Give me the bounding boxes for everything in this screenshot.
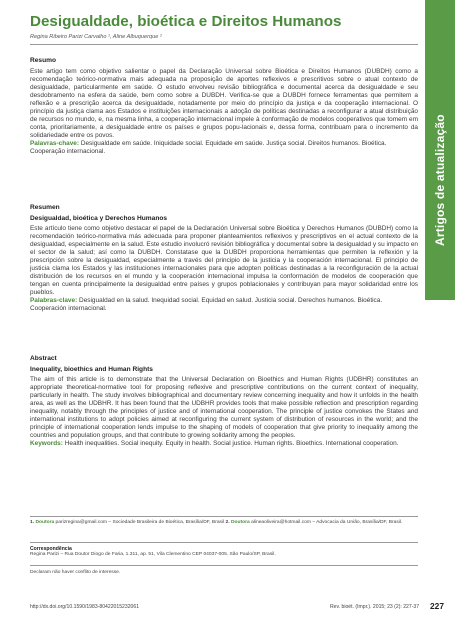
conflict-divider — [30, 565, 418, 566]
abstract-keywords — [30, 440, 418, 448]
note-1-text: parizregina@gmail.com – Sociedade Brasileira de Bioética, Brasília/DF, Brasil — [54, 520, 225, 525]
correspondence-divider — [30, 542, 418, 543]
resumo-keywords — [30, 140, 418, 156]
abstract-keywords-label: Keywords: — [30, 439, 63, 447]
resumen-keywords — [30, 297, 418, 313]
abstract-body: The aim of this article is to demonstrate that the Universal Declaration on Bioethics and Human Rights (UDBHR) constitutes an appropriate theoretical-normative tool for proposing reflexive and prescriptive contributions on the current context of inequality, particularly in health. The study involves bibliographical and documentary review concerning inequality and how it unfolds in the health area, as well as the UDBHR. It has been found that the UDBHR provides tools that make possible reflection and prescription regarding inequality, notably through the principles of justice and of international cooperation. The principle of justice convokes the States and international institutions to adopt policies aimed at reconfiguring the current system of distribution of resources in the world; and the principle of international cooperation lends impulse to the shaping of models of cooperation that give priority to inequality among the countries and population groups, and that contribute to growing solidarity among the peoples. — [30, 376, 418, 439]
title-divider — [30, 44, 418, 45]
conflict-statement: Declaram não haver conflito de interesse. — [30, 570, 121, 575]
note-2-degree: Doutora — [230, 520, 250, 525]
resumen-keywords-label: Palabras-clave: — [30, 296, 78, 304]
resumen-heading: Resumen — [30, 204, 60, 211]
resumo-keywords-label: Palavras-chave: — [30, 139, 80, 147]
resumo-keywords-text: Desigualdade em saúde. Iniquidade social. Equidade em saúde. Justiça social. Direitos humanos. Bioética. Cooperação internacional. — [30, 139, 387, 155]
correspondence-heading: Correspondência — [30, 546, 72, 552]
resumen-body: Este artículo tiene como objetivo destacar el papel de la Declaración Universal sobre Bioética y Derechos Humanos (DUBDH) como la recomendación teórico-normativa más adecuada para proponer planteamientos reflexivos y prescriptivos en el actual contexto de la desigualdad, especialmente en la salud. Este estudio involucró revisión bibliográfica y documental sobre la desigualdad y su impacto en el sector de la salud; así como la DUBDH. Constatase que la DUBDH proporciona herramientas que permiten la reflexión y la prescripción sobre la desigualdad, especialmente a través del principio de la justicia y la cooperación internacional. El principio de justicia clama los Estados y las instituciones internacionales para que adopten políticas destinadas a la reconfiguración de la actual distribución de los recursos en el mundo y la cooperación internacional impulsa la conformación de modelos de cooperación que tengan en cuenta principalmente la desigualdad entre países y grupos poblacionales y contribuyan para mayor solidaridad entre los pueblos. — [30, 225, 418, 296]
note-2-number: 2. — [225, 520, 230, 525]
resumen-section — [30, 204, 418, 312]
doi-link[interactable]: http://dx.doi.org/10.1590/1983-80422015232061 — [30, 604, 140, 610]
article-title: Desigualdade, bioética e Direitos Humanos — [30, 13, 342, 30]
abstract-heading: Abstract — [30, 355, 57, 362]
note-2-text: alineaoliveira@hotmail.com – Advocacia da União, Brasília/DF, Brasil. — [249, 520, 403, 525]
note-1-number: 1. — [30, 520, 35, 525]
author-notes — [30, 520, 418, 527]
resumen-keywords-text: Desigualdad en la salud. Inequidad social. Equidad en salud. Justicia social. Derechos humanos. Bioética. Cooperación internacional. — [30, 296, 383, 312]
correspondence-text: Regina Parizi – Rua Doutor Diogo de Faria, 1.311, ap. 51, Vila Clementino CEP 04037-005. São Paulo/SP, Brasil. — [30, 552, 276, 557]
abstract-subtitle: Inequality, bioethics and Human Rights — [30, 366, 153, 373]
resumo-heading: Resumo — [30, 57, 57, 64]
abstract-section — [30, 355, 418, 448]
resumo-section — [30, 57, 418, 155]
article-authors: Regina Ribeiro Parizi Carvalho ¹, Aline Albuquerque ² — [30, 34, 162, 40]
resumen-subtitle: Desigualdad, bioética y Derechos Humanos — [30, 215, 168, 222]
notes-divider — [30, 516, 418, 517]
resumo-body: Este artigo tem como objetivo salientar o papel da Declaração Universal sobre Bioética e Direitos Humanos (DUBDH) como a recomendação teórico-normativa mais adequada na proposição de aportes reflexivos e prescritivos sobre o atual contexto de desigualdade, particularmente em saúde. O estudo envolveu revisão bibliográfica e documental acerca da desigualdade e seu desdobramento na esfera da saúde, bem como sobre a DUBDH. Verifica-se que a DUBDH fornece ferramentas que permitem a reflexão e a prescrição acerca da desigualdade, notadamente por meio do princípio da justiça e da cooperação internacional. O princípio da justiça clama aos Estados e instituições internacionais a adoção de políticas destinadas a reconfigurar a atual distribuição de recursos no mundo, e, na mesma linha, a cooperação internacional impele à conformação de modelos cooperativos que tomem em conta, prioritariamente, a desigualdade entre os países e grupos popu-lacionais e, dessa forma, contribuam para o incremento da solidariedade entre os povos. — [30, 68, 418, 139]
section-sidebar-label: Artigos de atualização — [433, 114, 447, 246]
abstract-keywords-text: Health inequalities. Social inequity. Equity in health. Social justice. Human rights. Bioethics. International cooperation. — [62, 439, 399, 447]
note-1-degree: Doutora — [35, 520, 55, 525]
page-number: 227 — [430, 601, 444, 611]
journal-reference: Rev. bioét. (Impr.). 2015; 23 (2): 227-37 — [330, 604, 420, 610]
